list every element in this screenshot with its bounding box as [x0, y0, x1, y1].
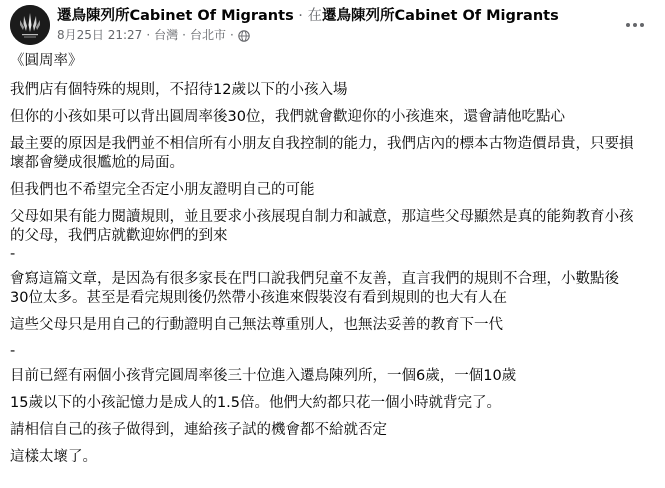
- page-name-link[interactable]: 遷鳥陳列所Cabinet Of Migrants: [57, 8, 294, 24]
- post-meta: [57, 26, 617, 44]
- location-country[interactable]: 台灣: [154, 28, 179, 42]
- paragraph-3-line-2: 壞都會變成很尷尬的局面。: [10, 155, 184, 171]
- paragraph-5-line-2: 的父母，我們店就歡迎妳們的到來: [10, 228, 228, 244]
- paragraph-1: 我們店有個特殊的規則，不招待12歲以下的小孩入場: [10, 82, 348, 98]
- meta-dot-2: ·: [182, 28, 186, 42]
- in-separator: · 在: [293, 8, 323, 24]
- post-title-line: [57, 6, 617, 26]
- paragraph-6-line-2: 30位太多。甚至是看完規則後仍然帶小孩進來假裝沒有看到規則的也大有人在: [10, 290, 507, 306]
- paragraph-11: 這樣太壞了。: [10, 449, 97, 465]
- post-title-text: 《圓周率》: [10, 53, 83, 69]
- more-options-button[interactable]: [621, 11, 649, 39]
- location-city[interactable]: 台北市: [189, 28, 226, 42]
- paragraph-8: 目前已經有兩個小孩背完圓周率後三十位進入遷鳥陳列所，一個6歲，一個10歲: [10, 368, 517, 384]
- group-name-link[interactable]: 遷鳥陳列所Cabinet Of Migrants: [322, 8, 559, 24]
- post-header: [10, 5, 655, 49]
- page-logo-icon: [10, 5, 50, 45]
- paragraph-6-line-1: 會寫這篇文章，是因為有很多家長在門口說我們兒童不友善，直言我們的規則不合理，小數點後: [10, 271, 619, 287]
- post-body: [10, 52, 655, 467]
- meta-dot-3: ·: [230, 28, 234, 42]
- paragraph-2: 但你的小孩如果可以背出圓周率後30位，我們就會歡迎你的小孩進來，還會請他吃點心: [10, 109, 565, 125]
- meta-dot: ·: [146, 28, 151, 42]
- paragraph-9: 15歲以下的小孩記憶力是成人的1.5倍。他們大約都只花一個小時就背完了。: [10, 395, 502, 411]
- paragraph-5-line-1: 父母如果有能力閱讀規則，並且要求小孩展現自制力和誠意，那這些父母顯然是真的能夠教育小孩: [10, 209, 634, 225]
- globe-icon[interactable]: [238, 29, 250, 41]
- more-horizontal-icon: [625, 22, 645, 28]
- post-timestamp[interactable]: 8月25日 21:27: [57, 28, 143, 42]
- paragraph-4: 但我們也不希望完全否定小朋友證明自己的可能: [10, 182, 315, 198]
- page-avatar[interactable]: [10, 5, 50, 45]
- divider-dash-2: -: [10, 343, 16, 359]
- divider-dash-1: -: [10, 246, 16, 262]
- post-header-text: [57, 6, 617, 44]
- paragraph-7: 這些父母只是用自己的行動證明自己無法尊重別人，也無法妥善的教育下一代: [10, 317, 503, 333]
- paragraph-3-line-1: 最主要的原因是我們並不相信所有小朋友自我控制的能力，我們店內的標本古物造價昂貴，只要損: [10, 136, 634, 152]
- paragraph-10: 請相信自己的孩子做得到，連給孩子試的機會都不給就否定: [10, 422, 387, 438]
